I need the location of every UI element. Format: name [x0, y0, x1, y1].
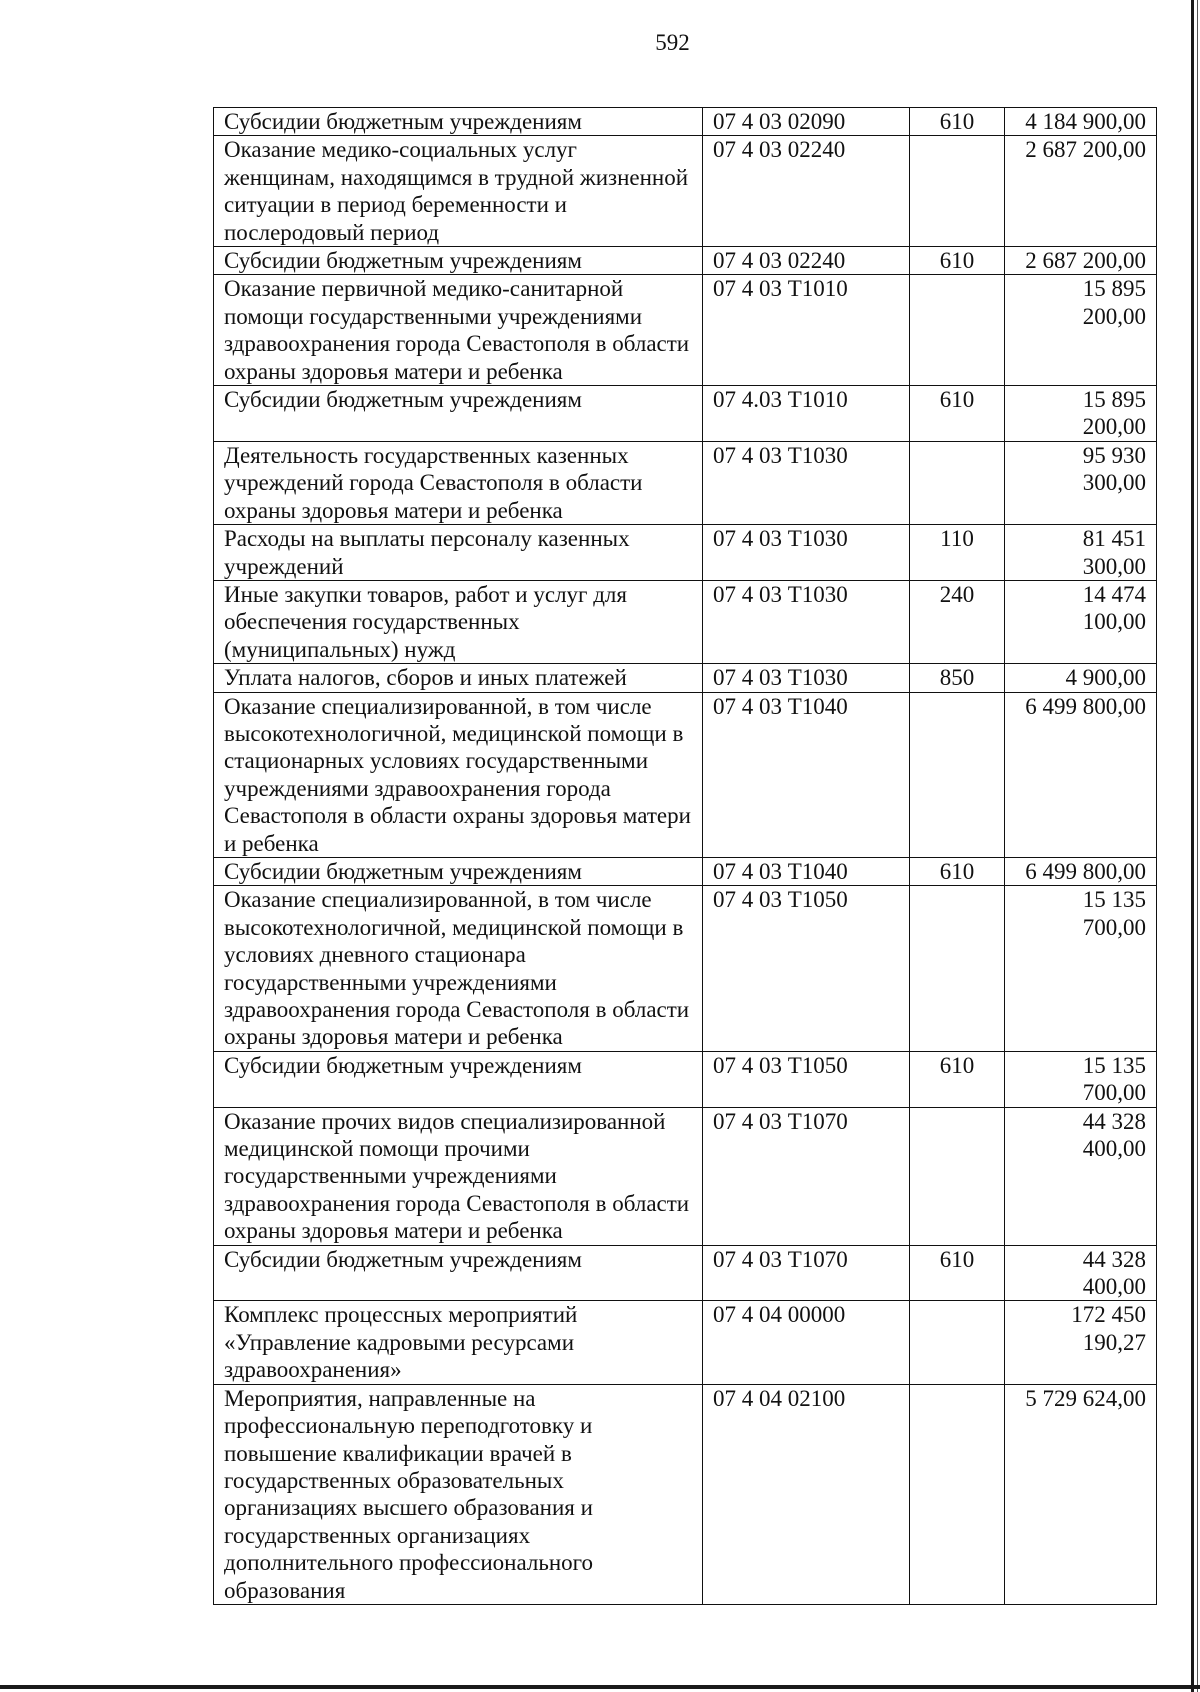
item-code: 07 4 03 02090 [703, 108, 910, 136]
item-name: Расходы на выплаты персоналу казенных учреждений [214, 525, 703, 581]
item-amount: 15 135 700,00 [1005, 1051, 1157, 1107]
item-code: 07 4 03 Т1030 [703, 664, 910, 692]
item-name: Субсидии бюджетным учреждениям [214, 247, 703, 275]
item-amount: 44 328 400,00 [1005, 1107, 1157, 1245]
expense-type: 240 [910, 580, 1005, 663]
item-name: Иные закупки товаров, работ и услуг для обеспечения государственных (муниципальных) нужд [214, 580, 703, 663]
table-row [214, 886, 1157, 1051]
item-name: Оказание специализированной, в том числе высокотехнологичной, медицинской помощи в условиях дневного стационара государственными учреждениями здравоохранения города Севастополя в области охраны здоровья матери и ребенка [214, 886, 703, 1051]
item-name: Субсидии бюджетным учреждениям [214, 386, 703, 442]
scan-edge-right-thin [1197, 0, 1198, 1692]
item-amount: 4 900,00 [1005, 664, 1157, 692]
expense-type [910, 136, 1005, 247]
expense-type [910, 275, 1005, 386]
item-code: 07 4 04 02100 [703, 1384, 910, 1604]
expense-type [910, 1301, 1005, 1384]
item-amount: 44 328 400,00 [1005, 1245, 1157, 1301]
table-row [214, 247, 1157, 275]
item-name: Мероприятия, направленные на профессиональную переподготовку и повышение квалификации врачей в государственных образовательных организациях высшего образования и государственных организациях дополнительного профессионального образования [214, 1384, 703, 1604]
table-row [214, 136, 1157, 247]
table-row [214, 857, 1157, 885]
item-code: 07 4 03 Т1030 [703, 441, 910, 524]
scan-edge-bottom [0, 1685, 1200, 1689]
item-code: 07 4 03 Т1040 [703, 692, 910, 857]
expense-type [910, 1384, 1005, 1604]
item-amount: 15 895 200,00 [1005, 275, 1157, 386]
expense-type: 610 [910, 1245, 1005, 1301]
item-amount: 15 135 700,00 [1005, 886, 1157, 1051]
expense-type: 610 [910, 386, 1005, 442]
table-row [214, 108, 1157, 136]
table-row [214, 1301, 1157, 1384]
item-code: 07 4 03 Т1030 [703, 525, 910, 581]
page-number: 592 [655, 30, 690, 55]
expense-type [910, 886, 1005, 1051]
item-code: 07 4 04 00000 [703, 1301, 910, 1384]
item-code: 07 4 03 Т1070 [703, 1245, 910, 1301]
table-row [214, 441, 1157, 524]
item-name: Субсидии бюджетным учреждениям [214, 1051, 703, 1107]
expense-type [910, 692, 1005, 857]
table-row [214, 1245, 1157, 1301]
table-row [214, 664, 1157, 692]
item-code: 07 4 03 Т1070 [703, 1107, 910, 1245]
item-amount: 81 451 300,00 [1005, 525, 1157, 581]
table-row [214, 1107, 1157, 1245]
item-code: 07 4.03 Т1010 [703, 386, 910, 442]
item-amount: 2 687 200,00 [1005, 247, 1157, 275]
expense-type: 110 [910, 525, 1005, 581]
item-code: 07 4 03 Т1010 [703, 275, 910, 386]
item-name: Комплекс процессных мероприятий «Управление кадровыми ресурсами здравоохранения» [214, 1301, 703, 1384]
expense-type: 610 [910, 247, 1005, 275]
table-row [214, 275, 1157, 386]
item-name: Уплата налогов, сборов и иных платежей [214, 664, 703, 692]
item-name: Деятельность государственных казенных учреждений города Севастополя в области охраны здоровья матери и ребенка [214, 441, 703, 524]
expense-type: 610 [910, 108, 1005, 136]
table-row [214, 525, 1157, 581]
scan-edge-right [1191, 0, 1194, 1692]
item-code: 07 4 03 Т1040 [703, 857, 910, 885]
expense-type [910, 441, 1005, 524]
expense-type: 850 [910, 664, 1005, 692]
item-amount: 6 499 800,00 [1005, 857, 1157, 885]
table-row [214, 386, 1157, 442]
item-name: Субсидии бюджетным учреждениям [214, 1245, 703, 1301]
expense-type: 610 [910, 857, 1005, 885]
item-amount: 2 687 200,00 [1005, 136, 1157, 247]
item-name: Оказание медико-социальных услуг женщинам, находящимся в трудной жизненной ситуации в период беременности и послеродовый период [214, 136, 703, 247]
item-amount: 4 184 900,00 [1005, 108, 1157, 136]
item-amount: 15 895 200,00 [1005, 386, 1157, 442]
expense-type: 610 [910, 1051, 1005, 1107]
item-amount: 95 930 300,00 [1005, 441, 1157, 524]
table-row [214, 1384, 1157, 1604]
item-amount: 5 729 624,00 [1005, 1384, 1157, 1604]
item-amount: 172 450 190,27 [1005, 1301, 1157, 1384]
item-code: 07 4 03 02240 [703, 136, 910, 247]
item-code: 07 4 03 Т1050 [703, 886, 910, 1051]
table-row [214, 692, 1157, 857]
item-name: Оказание прочих видов специализированной медицинской помощи прочими государственными учреждениями здравоохранения города Севастополя в области охраны здоровья матери и ребенка [214, 1107, 703, 1245]
item-code: 07 4 03 02240 [703, 247, 910, 275]
item-name: Оказание специализированной, в том числе высокотехнологичной, медицинской помощи в стационарных условиях государственными учреждениями здравоохранения города Севастополя в области охраны здоровья матери и ребенка [214, 692, 703, 857]
table-row [214, 1051, 1157, 1107]
item-amount: 6 499 800,00 [1005, 692, 1157, 857]
expense-type [910, 1107, 1005, 1245]
budget-table [213, 107, 1157, 1605]
item-code: 07 4 03 Т1030 [703, 580, 910, 663]
item-name: Оказание первичной медико-санитарной помощи государственными учреждениями здравоохранения города Севастополя в области охраны здоровья матери и ребенка [214, 275, 703, 386]
item-code: 07 4 03 Т1050 [703, 1051, 910, 1107]
item-name: Субсидии бюджетным учреждениям [214, 108, 703, 136]
item-amount: 14 474 100,00 [1005, 580, 1157, 663]
table-row [214, 580, 1157, 663]
item-name: Субсидии бюджетным учреждениям [214, 857, 703, 885]
